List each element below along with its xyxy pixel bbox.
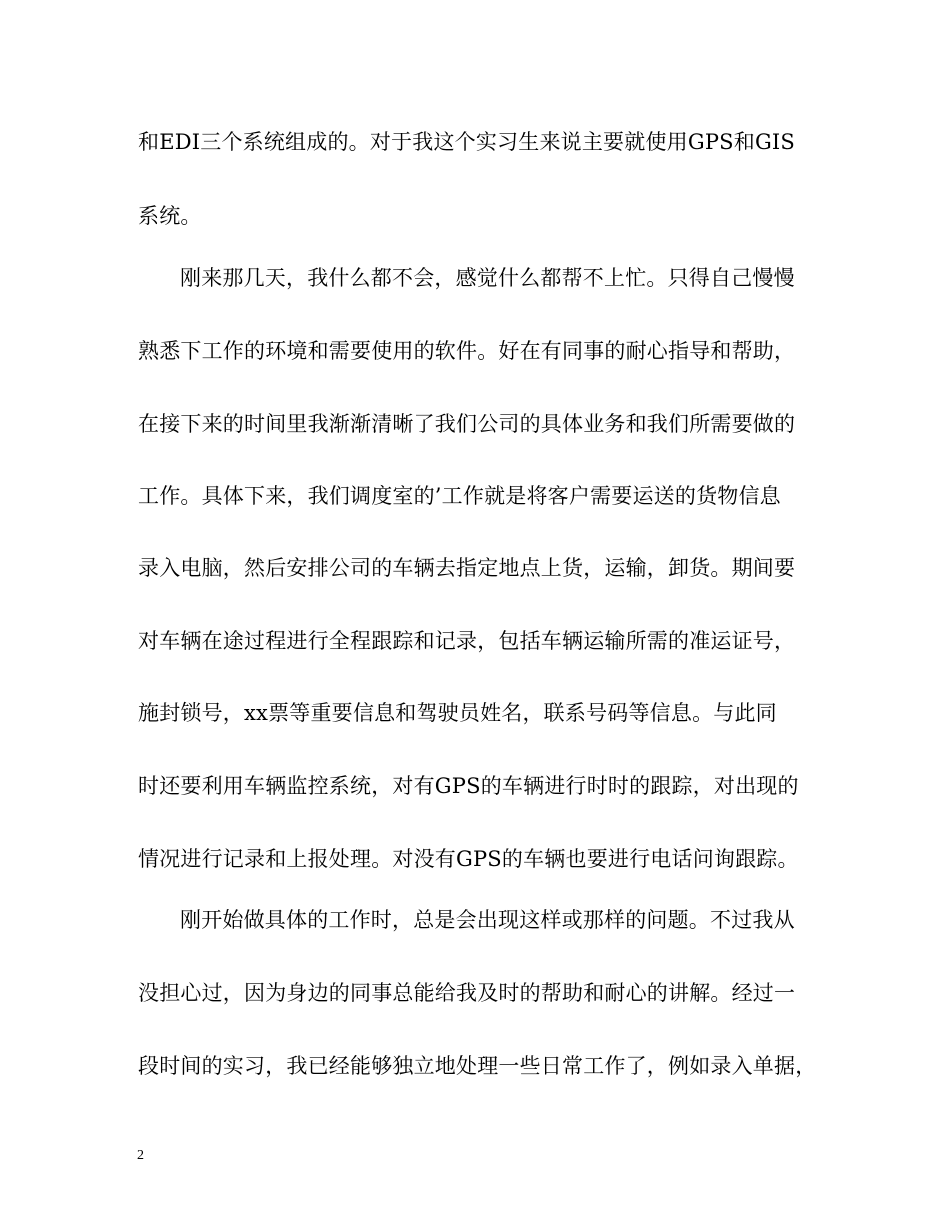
paragraph-line: 录入电脑，然后安排公司的车辆去指定地点上货，运输，卸货。期间要	[138, 556, 796, 580]
paragraph-line: 段时间的实习，我已经能够独立地处理一些日常工作了，例如录入单据，	[138, 1054, 817, 1078]
paragraph-line: 在接下来的时间里我渐渐清晰了我们公司的具体业务和我们所需要做的	[138, 412, 796, 436]
paragraph-line: 情况进行记录和上报处理。对没有GPS的车辆也要进行电话问询跟踪。	[138, 847, 799, 871]
paragraph-line: 刚开始做具体的工作时，总是会出现这样或那样的问题。不过我从	[180, 908, 795, 932]
paragraph-line: 没担心过，因为身边的同事总能给我及时的帮助和耐心的讲解。经过一	[138, 981, 796, 1005]
paragraph-line: 工作。具体下来，我们调度室的’工作就是将客户需要运送的货物信息	[138, 484, 781, 508]
paragraph-line: 施封锁号，xx票等重要信息和驾驶员姓名，联系号码等信息。与此同	[138, 701, 777, 725]
paragraph-line: 系统。	[138, 204, 202, 228]
paragraph-line: 和EDI三个系统组成的。对于我这个实习生来说主要就使用GPS和GIS	[138, 130, 796, 154]
paragraph-line: 刚来那几天，我什么都不会，感觉什么都帮不上忙。只得自己慢慢	[180, 266, 795, 290]
paragraph-line: 熟悉下工作的环境和需要使用的软件。好在有同事的耐心指导和帮助，	[138, 339, 796, 363]
paragraph-line: 时还要利用车辆监控系统，对有GPS的车辆进行时时的跟踪，对出现的	[138, 774, 799, 798]
paragraph-line: 对车辆在途过程进行全程跟踪和记录，包括车辆运输所需的准运证号，	[138, 629, 796, 653]
page-number: 2	[137, 1148, 144, 1163]
